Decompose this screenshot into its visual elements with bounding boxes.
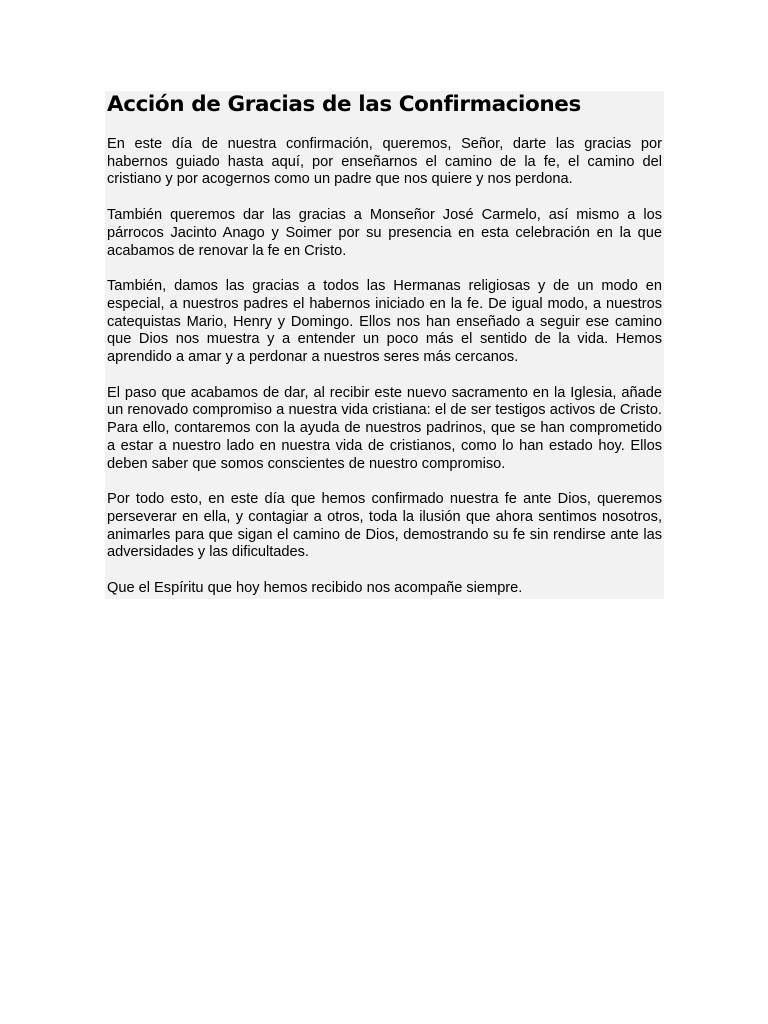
document-title: Acción de Gracias de las Confirmaciones <box>107 92 581 117</box>
paragraph-6: Que el Espíritu que hoy hemos recibido nos acompañe siempre. <box>107 580 523 597</box>
paragraph-3: También, damos las gracias a todos las Hermanas religiosas y de un modo en especial, a nuestros padres el habernos iniciado en la fe. De igual modo, a nuestros catequistas Mario, Henry y Domingo. Ellos nos han enseñado a seguir ese camino que Dios nos muestra y a entender un poco más el sentido de la vida. Hemos aprendido a amar y a perdonar a nuestros seres más cercanos. <box>107 278 662 366</box>
paragraph-5: Por todo esto, en este día que hemos confirmado nuestra fe ante Dios, queremos perseverar en ella, y contagiar a otros, toda la ilusión que ahora sentimos nosotros, animarles para que sigan el camino de Dios, demostrando su fe sin rendirse ante las adversidades y las dificultades. <box>107 491 662 561</box>
text-block <box>105 91 664 599</box>
paragraph-4: El paso que acabamos de dar, al recibir este nuevo sacramento en la Iglesia, añade un renovado compromiso a nuestra vida cristiana: el de ser testigos activos de Cristo. Para ello, contaremos con la ayuda de nuestros padrinos, que se han comprometido a estar a nuestro lado en nuestra vida de cristianos, como lo han estado hoy. Ellos deben saber que somos conscientes de nuestro compromiso. <box>107 384 662 472</box>
paragraph-1: En este día de nuestra confirmación, queremos, Señor, darte las gracias por habernos guiado hasta aquí, por enseñarnos el camino de la fe, el camino del cristiano y por acogernos como un padre que nos quiere y nos perdona. <box>107 136 662 188</box>
paragraph-2: También queremos dar las gracias a Monseñor José Carmelo, así mismo a los párrocos Jacinto Anago y Soimer por su presencia en esta celebración en la que acabamos de renovar la fe en Cristo. <box>107 207 662 259</box>
